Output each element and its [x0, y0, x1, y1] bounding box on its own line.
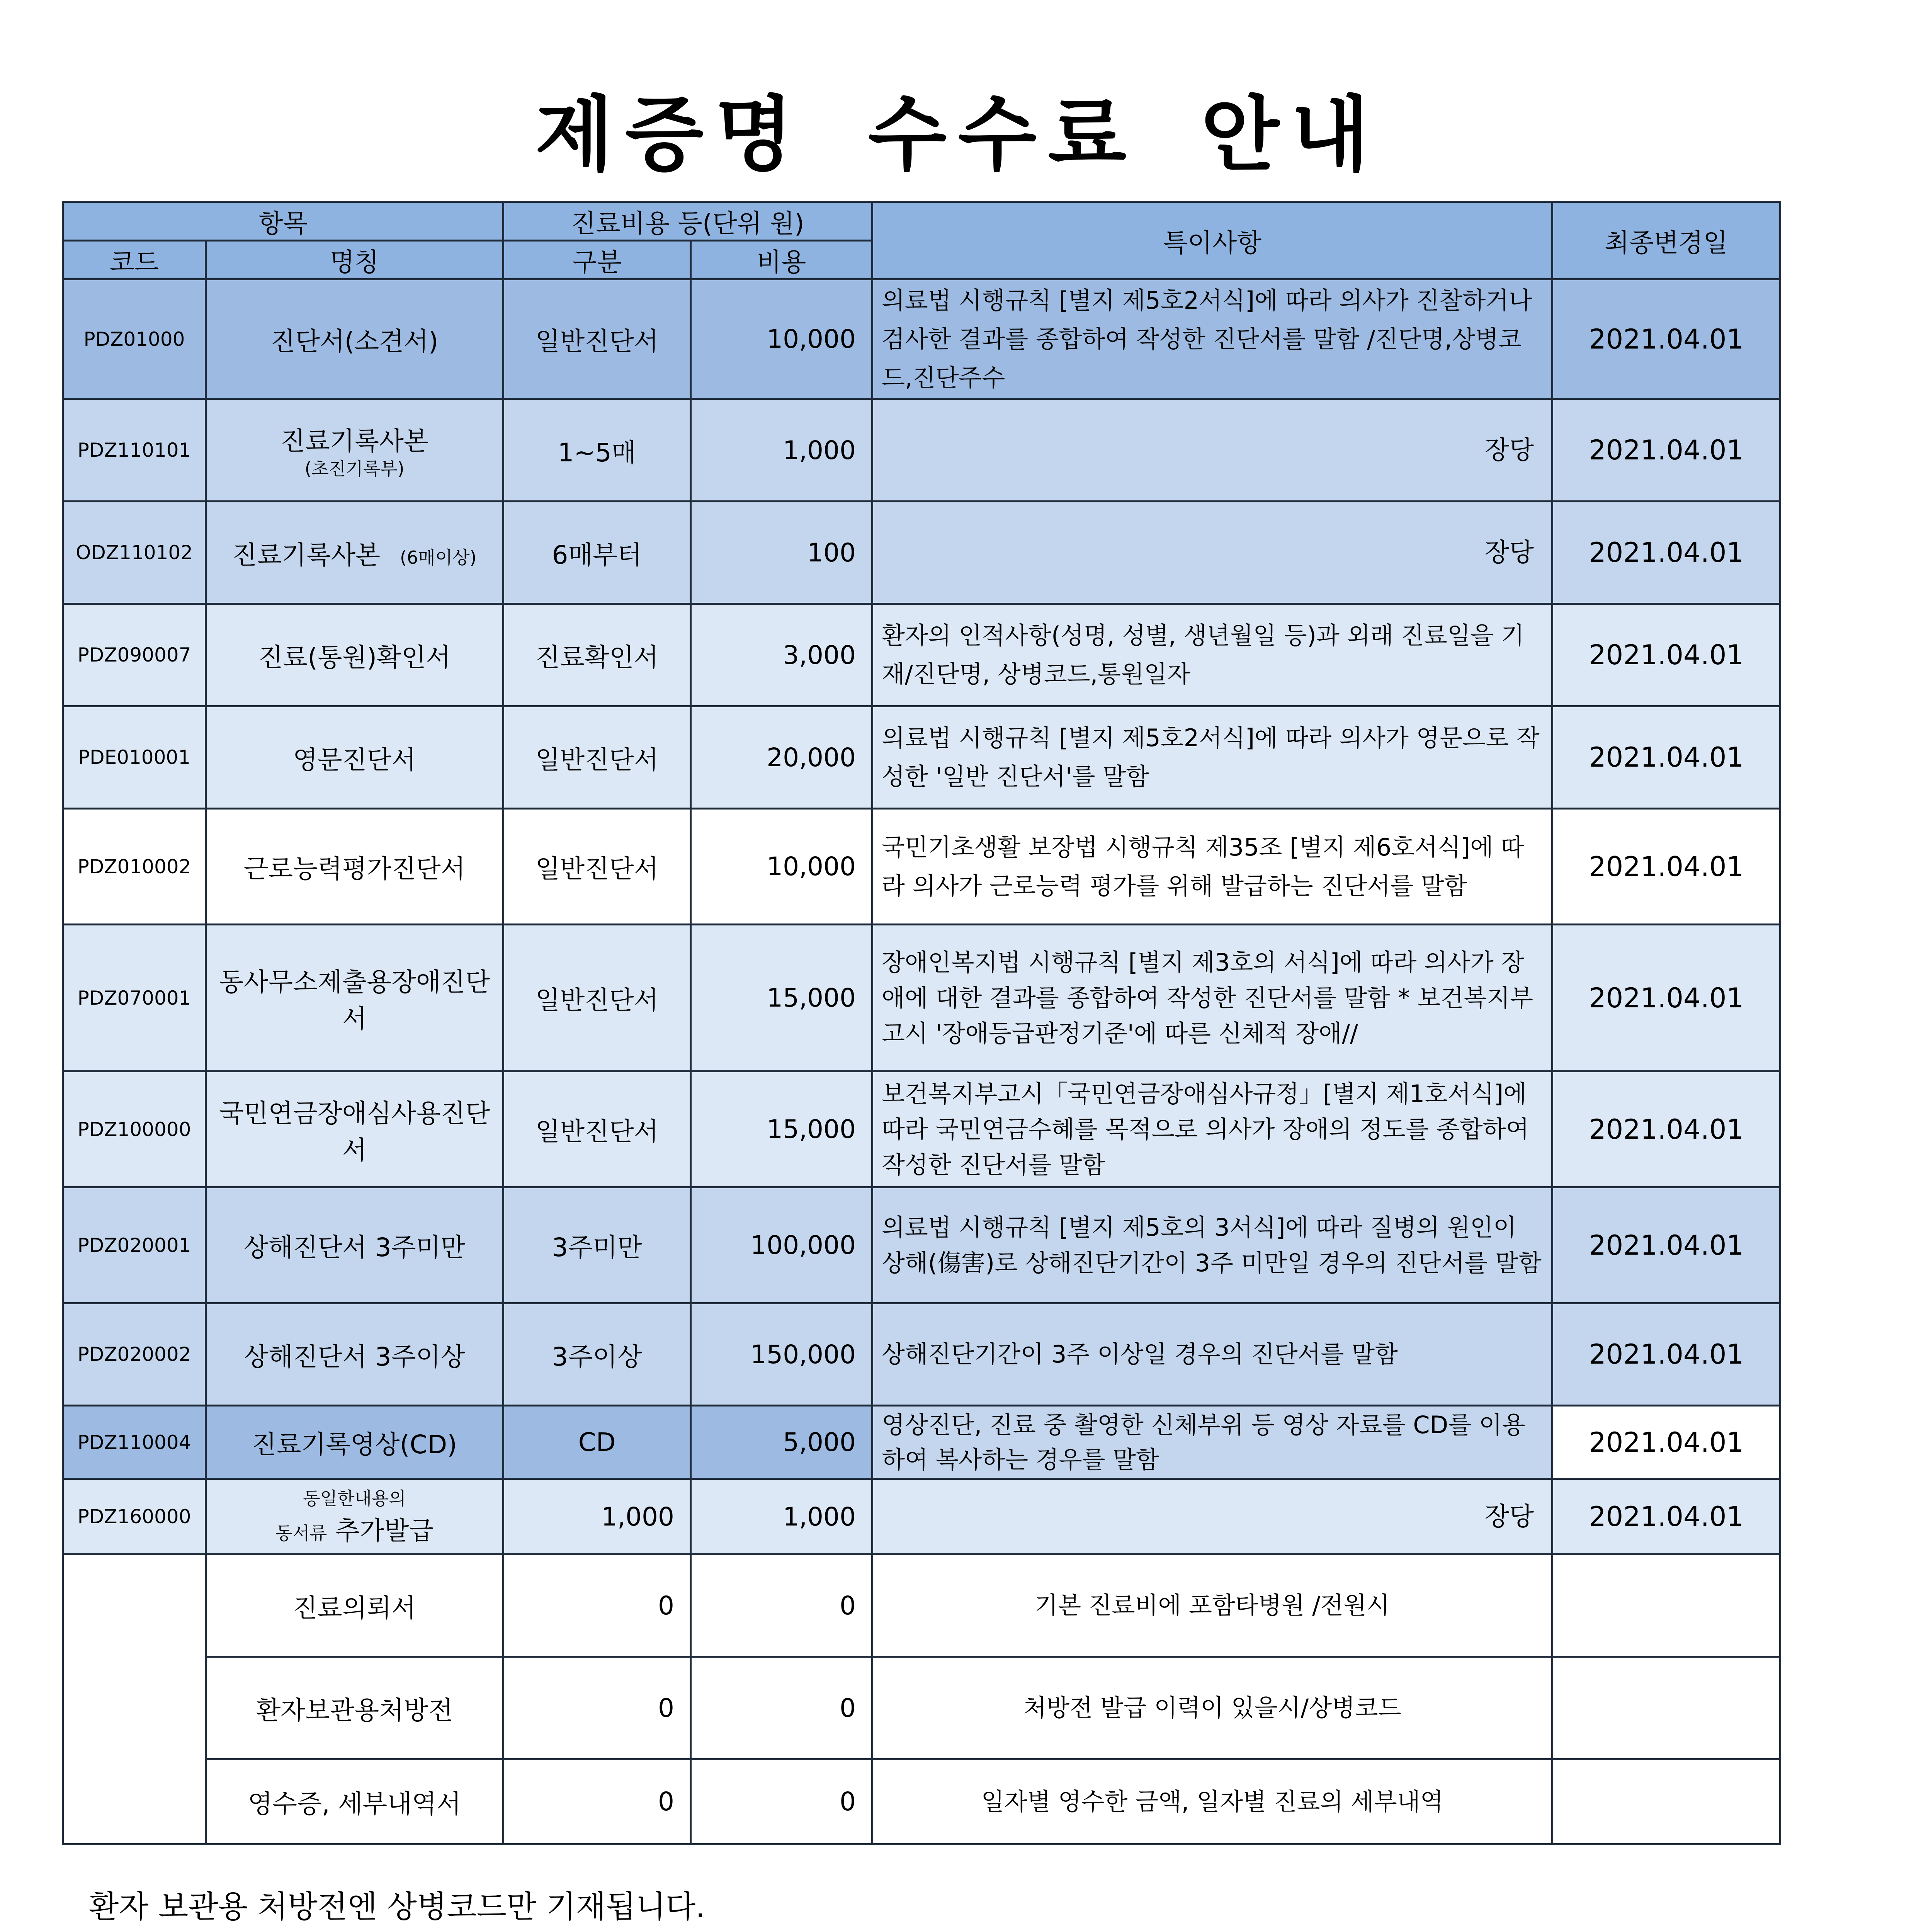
table-row: [63, 1657, 1780, 1759]
header-item: 항목: [63, 202, 503, 241]
row-date: 2021.04.01: [1552, 279, 1780, 399]
row-category: 6매부터: [503, 502, 691, 604]
table-row: [63, 1071, 1780, 1187]
header-name: 명칭: [206, 241, 503, 279]
table-row: [63, 809, 1780, 925]
header-code: 코드: [63, 241, 206, 279]
row-code: PDZ01000: [63, 279, 206, 399]
table-row: [63, 399, 1780, 502]
row-category: 3주이상: [503, 1303, 691, 1406]
row-name: 진단서(소견서): [206, 279, 503, 399]
row-note: 의료법 시행규칙 [별지 제5호2서식]에 따라 의사가 영문으로 작성한 '일반 진단서'를 말함: [872, 706, 1552, 809]
row-name-sub: 동일한내용의: [303, 1488, 406, 1509]
row-note: 기본 진료비에 포함타병원 /전원시: [872, 1554, 1552, 1657]
row-name: 상해진단서 3주미만: [206, 1187, 503, 1303]
row-fee: 3,000: [691, 604, 872, 706]
table-row: [63, 925, 1780, 1071]
row-date: 2021.04.01: [1552, 1406, 1780, 1479]
row-category: 일반진단서: [503, 925, 691, 1071]
row-fee: 100,000: [691, 1187, 872, 1303]
row-category: 1,000: [503, 1479, 691, 1554]
row-date: 2021.04.01: [1552, 502, 1780, 604]
row-note: 처방전 발급 이력이 있을시/상병코드: [872, 1657, 1552, 1759]
row-fee: 100: [691, 502, 872, 604]
header-cost: 진료비용 등(단위 원): [503, 202, 872, 241]
row-note: 국민기초생활 보장법 시행규칙 제35조 [별지 제6호서식]에 따라 의사가 근로능력 평가를 위해 발급하는 진단서를 말함: [872, 809, 1552, 925]
row-code: PDE010001: [63, 706, 206, 809]
row-code: [63, 1554, 206, 1844]
row-name: 동사무소제출용장애진단서: [206, 925, 503, 1071]
row-date: 2021.04.01: [1552, 604, 1780, 706]
row-code: ODZ110102: [63, 502, 206, 604]
row-category: 3주미만: [503, 1187, 691, 1303]
row-name: 영문진단서: [206, 706, 503, 809]
row-fee: 15,000: [691, 1071, 872, 1187]
row-date: 2021.04.01: [1552, 925, 1780, 1071]
row-category: 일반진단서: [503, 279, 691, 399]
row-fee: 0: [691, 1657, 872, 1759]
table-row: [63, 1303, 1780, 1406]
header-fee: 비용: [691, 241, 872, 279]
row-code: PDZ020001: [63, 1187, 206, 1303]
row-name: 진료기록사본: [281, 426, 428, 456]
row-category: 진료확인서: [503, 604, 691, 706]
row-fee: 0: [691, 1554, 872, 1657]
row-category: 일반진단서: [503, 1071, 691, 1187]
row-name: 환자보관용처방전: [206, 1657, 503, 1759]
row-code: PDZ110004: [63, 1406, 206, 1479]
row-category: 일반진단서: [503, 809, 691, 925]
row-date: 2021.04.01: [1552, 1187, 1780, 1303]
row-date: 2021.04.01: [1552, 706, 1780, 809]
row-note: 장당: [872, 1479, 1552, 1554]
row-name-small: 동서류: [275, 1522, 327, 1544]
row-fee: 5,000: [691, 1406, 872, 1479]
row-name: 추가발급: [335, 1515, 434, 1546]
table-row: [63, 706, 1780, 809]
table-row: [63, 1187, 1780, 1303]
table-row: [63, 1554, 1780, 1657]
fee-table: [62, 201, 1781, 1845]
row-name: 진료기록영상(CD): [206, 1406, 503, 1479]
row-date: 2021.04.01: [1552, 809, 1780, 925]
row-name: 진료기록사본: [232, 540, 381, 570]
notice-line: 환자 보관용 처방전엔 상병코드만 기재됩니다.: [89, 1889, 706, 1925]
row-name-cell: [206, 502, 503, 604]
row-note: 보건복지부고시「국민연금장애심사규정」[별지 제1호서식]에 따라 국민연금수혜를 목적으로 의사가 장애의 정도를 종합하여 작성한 진단서를 말함: [872, 1071, 1552, 1187]
row-name-cell: [206, 1479, 503, 1554]
row-date: 2021.04.01: [1552, 1479, 1780, 1554]
row-name-sub: (초진기록부): [304, 458, 405, 479]
header-notes: 특이사항: [872, 202, 1552, 279]
row-note: 장애인복지법 시행규칙 [별지 제3호의 서식]에 따라 의사가 장애에 대한 결과를 종합하여 작성한 진단서를 말함 * 보건복지부고시 '장애등급판정기준'에 따른 신체적 장애//: [872, 925, 1552, 1071]
row-name-sub: (6매이상): [400, 547, 477, 568]
row-name: 상해진단서 3주이상: [206, 1303, 503, 1406]
row-category: 0: [503, 1554, 691, 1657]
row-name: 진료(통원)확인서: [206, 604, 503, 706]
row-category: 일반진단서: [503, 706, 691, 809]
row-category: 0: [503, 1657, 691, 1759]
row-fee: 1,000: [691, 399, 872, 502]
row-code: PDZ110101: [63, 399, 206, 502]
row-code: PDZ090007: [63, 604, 206, 706]
row-code: PDZ020002: [63, 1303, 206, 1406]
row-category: 1~5매: [503, 399, 691, 502]
row-code: PDZ100000: [63, 1071, 206, 1187]
row-note: 상해진단기간이 3주 이상일 경우의 진단서를 말함: [872, 1303, 1552, 1406]
row-name: 진료의뢰서: [206, 1554, 503, 1657]
table-row: [63, 502, 1780, 604]
row-category: CD: [503, 1406, 691, 1479]
row-date: [1552, 1554, 1780, 1657]
row-date: 2021.04.01: [1552, 1071, 1780, 1187]
table-row: [63, 1406, 1780, 1479]
row-note: 환자의 인적사항(성명, 성별, 생년월일 등)과 외래 진료일을 기재/진단명, 상병코드,통원일자: [872, 604, 1552, 706]
row-date: [1552, 1759, 1780, 1844]
row-note: 영상진단, 진료 중 촬영한 신체부위 등 영상 자료를 CD를 이용하여 복사하는 경우를 말함: [872, 1406, 1552, 1479]
row-date: [1552, 1657, 1780, 1759]
row-name-cell: [206, 399, 503, 502]
row-fee: 20,000: [691, 706, 872, 809]
page-title: 제증명 수수료 안내: [535, 87, 1381, 182]
row-code: PDZ010002: [63, 809, 206, 925]
notice-text: [89, 1878, 1248, 1932]
row-fee: 15,000: [691, 925, 872, 1071]
row-code: PDZ160000: [63, 1479, 206, 1554]
row-name: 영수증, 세부내역서: [206, 1759, 503, 1844]
row-name: 근로능력평가진단서: [206, 809, 503, 925]
table-row: [63, 1759, 1780, 1844]
row-fee: 10,000: [691, 279, 872, 399]
table-row: [63, 1479, 1780, 1554]
row-note: 장당: [872, 399, 1552, 502]
row-code: PDZ070001: [63, 925, 206, 1071]
table-row: [63, 604, 1780, 706]
row-fee: 0: [691, 1759, 872, 1844]
row-name: 국민연금장애심사용진단서: [206, 1071, 503, 1187]
table-row: [63, 279, 1780, 399]
row-note: 의료법 시행규칙 [별지 제5호2서식]에 따라 의사가 진찰하거나 검사한 결과를 종합하여 작성한 진단서를 말함 /진단명,상병코드,진단주수: [872, 279, 1552, 399]
row-fee: 150,000: [691, 1303, 872, 1406]
header-category: 구분: [503, 241, 691, 279]
row-fee: 10,000: [691, 809, 872, 925]
row-date: 2021.04.01: [1552, 399, 1780, 502]
header-last-changed: 최종변경일: [1552, 202, 1780, 279]
row-date: 2021.04.01: [1552, 1303, 1780, 1406]
row-note: 장당: [872, 502, 1552, 604]
row-note: 일자별 영수한 금액, 일자별 진료의 세부내역: [872, 1759, 1552, 1844]
row-note: 의료법 시행규칙 [별지 제5호의 3서식]에 따라 질병의 원인이 상해(傷害)로 상해진단기간이 3주 미만일 경우의 진단서를 말함: [872, 1187, 1552, 1303]
row-fee: 1,000: [691, 1479, 872, 1554]
row-category: 0: [503, 1759, 691, 1844]
